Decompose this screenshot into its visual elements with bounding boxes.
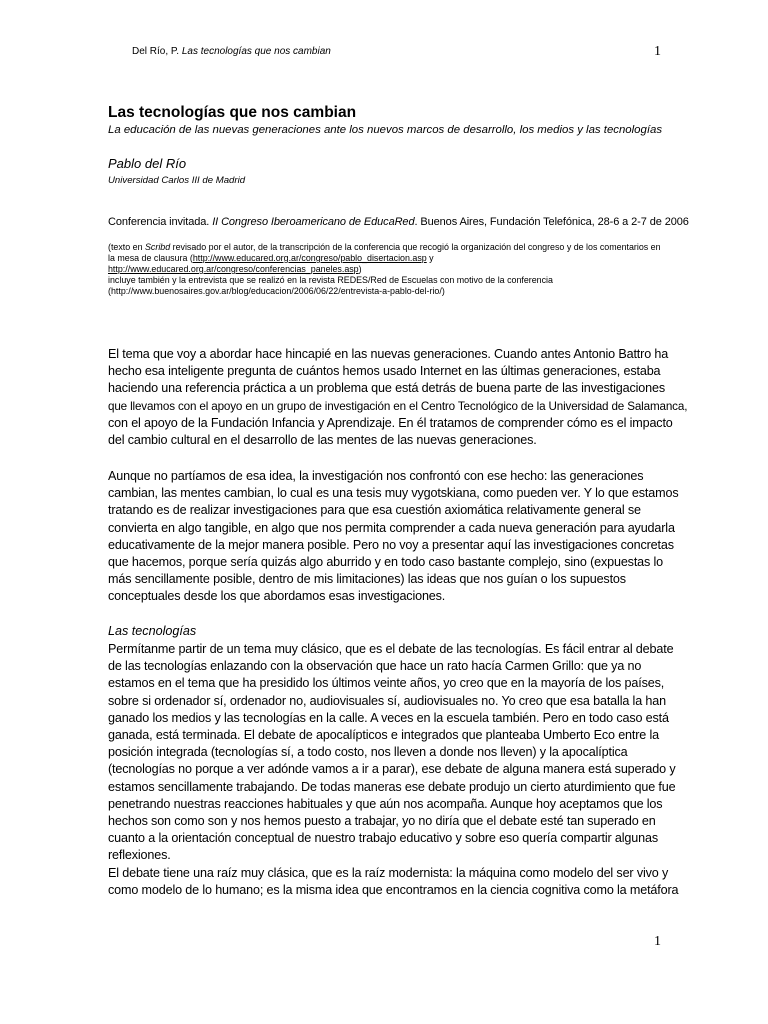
section-heading: Las tecnologías (108, 624, 197, 638)
paragraph-line: haciendo una referencia práctica a un problema que está detrás de buena parte de las investigaciones (108, 381, 665, 396)
notes-line: incluye también y la entrevista que se realizó en la revista REDES/Red de Escuelas con motivo de la conferencia (108, 275, 553, 285)
paragraph-2 (108, 468, 688, 606)
paragraph-line: hecho esa inteligente pregunta de cuántos hemos usado Internet en las últimas generaciones, estaba (108, 364, 661, 379)
conference-prefix: Conferencia invitada. (108, 216, 213, 228)
paragraph-line: más sencillamente posible, dentro de mis limitaciones) las ideas que nos guían o los supuestos (108, 572, 626, 587)
paragraph-line: tratando es de realizar investigaciones para que esa cuestión axiomática relativamente general se (108, 503, 641, 518)
paragraph-line: posición integrada (tecnologías sí, a todo costo, nos lleven a donde nos lleven) y la apocalíptica (108, 745, 628, 760)
running-header (132, 46, 331, 57)
paragraph-line: ganada, está terminada. El debate de apocalípticos e integrados que planteaba Umberto Eco entre la (108, 728, 659, 743)
paragraph-line: El debate tiene una raíz muy clásica, que es la raíz modernista: la máquina como modelo del ser vivo y (108, 865, 669, 880)
running-header-title: Las tecnologías que nos cambian (181, 46, 331, 57)
paragraph-line: conceptuales desde los que abordamos esas investigaciones. (108, 589, 446, 604)
notes-scribd: Scribd (145, 242, 171, 252)
page-number-top: 1 (654, 44, 661, 59)
conference-suffix: . Buenos Aires, Fundación Telefónica, 28-6 a 2-7 de 2006 (414, 216, 689, 228)
paragraph-line: ganado los medios y las tecnologías en la calle. A veces en la escuela también. Pero en todo caso está (108, 710, 669, 725)
paragraph-line: sobre si ordenador sí, ordenador no, audiovisuales sí, audiovisuales no. Yo creo que esa batalla la han (108, 693, 666, 708)
section-paragraph (108, 641, 688, 899)
paragraph-line: que hacemos, porque sería quizás algo aburrido y en todo caso bastante complejo, sino (expuestas lo (108, 555, 664, 570)
paragraph-line: (tecnologías no porque a ver adónde vamos a ir a parar), ese debate de alguna manera está superado y (108, 762, 676, 777)
notes-text: la mesa de clausura ( (108, 253, 193, 263)
author-name: Pablo del Río (108, 156, 187, 171)
notes-text: (texto en (108, 242, 145, 252)
running-header-author: Del Río, P. (132, 46, 180, 57)
notes-line (108, 264, 688, 275)
paragraph-line: de las tecnologías enlazando con la observación que hace un rato hacía Carmen Grillo: que ya no (108, 659, 642, 674)
paragraph-1 (108, 346, 688, 449)
document-title: Las tecnologías que nos cambian (108, 104, 357, 121)
notes-line (108, 253, 688, 264)
conference-info (108, 216, 688, 228)
paragraph-line: como modelo de lo humano; es la misma idea que encontramos en la ciencia cognitiva como la metáfora (108, 882, 679, 897)
page-number-bottom: 1 (654, 934, 661, 949)
paragraph-line: que llevamos con el apoyo en un grupo de investigación en el Centro Tecnológico de la Universidad de Salamanca, (108, 399, 688, 413)
source-notes (108, 242, 688, 297)
paragraph-line: El tema que voy a abordar hace hincapié en las nuevas generaciones. Cuando antes Antonio Battro ha (108, 347, 669, 361)
paragraph-line: estamos en el tema que ha presidido los últimos veinte años, yo creo que en la mayoría de los países, (108, 676, 665, 691)
paragraph-line: reflexiones. (108, 848, 171, 863)
disertacion-link[interactable]: http://www.educared.org.ar/congreso/pablo_disertacion.asp (192, 253, 427, 263)
notes-line (108, 242, 688, 253)
notes-text: revisado por el autor, de la transcripción de la conferencia que recogió la organización del congreso y de los comentarios en (170, 242, 661, 252)
document-subtitle: La educación de las nuevas generaciones ante los nuevos marcos de desarrollo, los medios y las tecnologías (108, 124, 663, 136)
paragraph-line: Permítanme partir de un tema muy clásico, que es el debate de las tecnologías. Es fácil entrar al debate (108, 642, 674, 656)
conference-event: II Congreso Iberoamericano de EducaRed (212, 216, 415, 228)
paragraph-line: con el apoyo de la Fundación Infancia y Aprendizaje. En él tratamos de comprender cómo es el impacto (108, 415, 673, 430)
paragraph-line: convierta en algo tangible, en algo que nos permita comprender a cada nueva generación para ayudarla (108, 520, 675, 535)
paragraph-line: penetrando nuestras reacciones habituales y que aún nos acompaña. Aunque hoy aceptamos que los (108, 796, 663, 811)
paragraph-line: del cambio cultural en el desarrollo de las mentes de las nuevas generaciones. (108, 433, 537, 448)
notes-text: ) (358, 264, 362, 274)
author-affiliation: Universidad Carlos III de Madrid (108, 175, 246, 186)
paragraph-line: estamos sencillamente trabajando. De todas maneras ese debate produjo un cierto aturdimiento que fue (108, 779, 676, 794)
notes-line: (http://www.buenosaires.gov.ar/blog/educacion/2006/06/22/entrevista-a-pablo-del-rio/) (108, 286, 445, 296)
paragraph-line: educativamente de la mejor manera posible. Pero no voy a presentar aquí las investigaciones concretas (108, 537, 674, 552)
paragraph-line: cambian, las mentes cambian, lo cual es una tesis muy vygotskiana, como pueden ver. Y lo que estamos (108, 486, 679, 501)
paragraph-line: cuanto a la orientación conceptual de nuestro trabajo educativo y sobre eso quería compartir algunas (108, 831, 658, 846)
paragraph-line: hechos son como son y nos hemos puesto a trabajar, yo no diría que el debate esté tan superado en (108, 814, 656, 829)
paneles-link[interactable]: http://www.educared.org.ar/congreso/conferencias_paneles.asp (108, 264, 359, 274)
notes-text: y (426, 253, 434, 263)
paragraph-line: Aunque no partíamos de esa idea, la investigación nos confrontó con ese hecho: las generaciones (108, 469, 644, 483)
